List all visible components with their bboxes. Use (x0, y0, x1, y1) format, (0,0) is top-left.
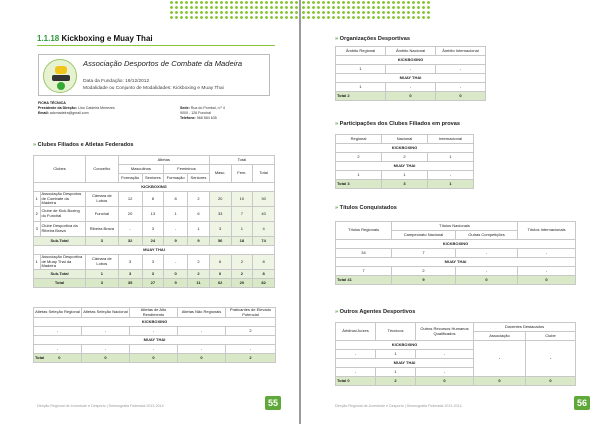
table-cell: - (416, 350, 474, 359)
total-row (336, 276, 576, 285)
table-cell: 2 (226, 354, 276, 363)
table-cell: Total 2 (336, 92, 386, 101)
data-row (336, 83, 486, 92)
header-fem: Fem. (231, 165, 253, 183)
table-cell: 3 (86, 237, 119, 246)
table-cell: - (34, 345, 82, 354)
table-cell: 2 (336, 153, 382, 162)
table-cell: 1 (188, 222, 210, 237)
modality-band-row (34, 246, 275, 255)
subtotal-row (34, 237, 275, 246)
column-header: Praticantes de Elevado Potencial (226, 308, 276, 318)
table-cell: - (82, 327, 130, 336)
table-cell: 2 (382, 153, 428, 162)
section-title-participations: » Participações dos Clubes Filiados em provas (335, 121, 460, 127)
header-campeonato-nacional: Campeonato Nacional (392, 231, 456, 240)
table-cell: - (386, 83, 436, 92)
header-masc: Masc. (209, 165, 231, 183)
association-logo-icon (43, 59, 77, 93)
table-cell: - (336, 368, 376, 377)
modality-band-row (34, 183, 275, 192)
modality-label: KICKBOXING (34, 318, 276, 327)
table-cell: Total 41 (336, 276, 392, 285)
row-number: 1 (34, 192, 41, 207)
header-tecnicos: Técnicos (376, 323, 416, 341)
modality-band-row (34, 336, 276, 345)
modality-band-row (336, 258, 576, 267)
subtotal-label: Sub-Total (34, 237, 86, 246)
header-arbitros: Árbitros/Juízes (336, 323, 376, 341)
club-row (34, 207, 275, 222)
table-cell: 62 (209, 279, 231, 288)
table-cell: - (178, 345, 226, 354)
table-cell: 6 (209, 255, 231, 270)
table-cell: 8 (253, 270, 275, 279)
table-cell: 2 (231, 270, 253, 279)
table-cell: 3 (382, 180, 428, 189)
table-cell: 8 (253, 255, 275, 270)
modality-label: MUAY THAI (336, 74, 486, 83)
modality-band-row (34, 318, 276, 327)
table-cell: 24 (142, 237, 164, 246)
data-row (336, 267, 576, 276)
docentes-associacao: - (474, 341, 526, 377)
total-row (336, 377, 576, 386)
header-femininos: Femininos (164, 165, 210, 174)
table-cell: - (178, 327, 226, 336)
table-cell: 0 (456, 276, 518, 285)
association-name: Associação Desportos de Combate da Madeira (83, 59, 243, 68)
table-cell: 9 (392, 276, 456, 285)
athletes-selection-table (33, 307, 276, 363)
column-header: Regional (336, 135, 382, 144)
modality-label: MUAY THAI (336, 359, 474, 368)
club-row (34, 192, 275, 207)
table-cell: 7 (231, 207, 253, 222)
data-row (34, 345, 276, 354)
table-cell: 3 (118, 255, 142, 270)
column-header: Âmbito Internacional (436, 47, 486, 56)
modality-band-row (336, 162, 474, 171)
table-cell: 35 (118, 279, 142, 288)
section-title-organizations: » Organizações Desportivas (335, 36, 410, 42)
column-header: Nacional (382, 135, 428, 144)
club-name: Associação Desportos de Combate da Madeira (40, 192, 86, 207)
header-docentes: Docentes Destacados (474, 323, 576, 332)
table-cell: 34 (336, 249, 392, 258)
header-tot: Total (253, 165, 275, 183)
footer-text: Direção Regional de Juventude e Desporto | Desmografia Federada 2013-2014 (37, 404, 164, 408)
column-header: Atletas Não Regionais (178, 308, 226, 318)
table-cell: 2 (376, 377, 416, 386)
title-divider (37, 45, 275, 46)
table-cell: 3 (142, 270, 164, 279)
table-cell: - (436, 65, 486, 74)
data-row (336, 249, 576, 258)
modality-band-row (336, 74, 486, 83)
club-row (34, 222, 275, 237)
column-header: Âmbito Nacional (386, 47, 436, 56)
table-cell: 11 (188, 279, 210, 288)
modality-label: KICKBOXING (336, 56, 486, 65)
table-cell: 2 (392, 267, 456, 276)
table-cell: 82 (253, 279, 275, 288)
table-cell: 20 (231, 279, 253, 288)
table-cell: - (34, 327, 82, 336)
table-cell: 7 (392, 249, 456, 258)
concelho-cell: Câmara de Lobos (86, 255, 119, 270)
table-cell: 6 (209, 270, 231, 279)
table-cell: 0 (436, 92, 486, 101)
subtotal-row (34, 270, 275, 279)
table-cell: - (456, 267, 518, 276)
table-cell: - (82, 345, 130, 354)
header-titulos-internacionais: Títulos Internacionais (518, 222, 576, 240)
table-cell: 1 (382, 171, 428, 180)
other-agents-table (335, 322, 576, 386)
modality-label: MUAY THAI (34, 246, 275, 255)
section-title-other-agents: » Outros Agentes Desportivos (335, 309, 416, 315)
data-row (336, 153, 474, 162)
table-cell: 6 (188, 207, 210, 222)
table-cell: 30 (253, 192, 275, 207)
table-cell: 20 (118, 207, 142, 222)
total-row (336, 92, 486, 101)
table-cell: 2 (231, 255, 253, 270)
table-cell: - (386, 65, 436, 74)
table-cell: 10 (231, 192, 253, 207)
table-cell: - (436, 83, 486, 92)
header-titulos-regionais: Títulos Regionais (336, 222, 392, 240)
header-concelho: Concelho (86, 156, 119, 183)
total-label: Total 0 (34, 354, 82, 363)
organizations-table (335, 46, 486, 101)
page-number: 55 (265, 396, 281, 410)
right-page (301, 0, 600, 424)
association-card (38, 54, 270, 96)
header-seniores-m: Seniores (142, 174, 164, 183)
table-cell: 33 (209, 207, 231, 222)
table-cell: Total 0 (336, 377, 376, 386)
total-value: 0 (58, 354, 61, 360)
data-row (336, 171, 474, 180)
table-cell: 2 (188, 270, 210, 279)
table-cell: 13 (142, 207, 164, 222)
docentes-clube: - (526, 341, 576, 377)
total-row (336, 180, 474, 189)
table-cell: 3 (86, 279, 119, 288)
table-cell: 2 (226, 327, 276, 336)
column-header: Atletas Seleção Nacional (82, 308, 130, 318)
concelho-cell: Câmara de Lobos (86, 192, 119, 207)
header-formacao-m: Formação (118, 174, 142, 183)
table-cell: 3 (209, 222, 231, 237)
column-header: Atletas de Alto Rendimento (130, 308, 178, 318)
table-cell: 0 (416, 377, 474, 386)
header-masculinos: Masculinos (118, 165, 164, 174)
table-cell: - (130, 345, 178, 354)
table-cell: 1 (428, 153, 474, 162)
table-cell: 1 (336, 83, 386, 92)
table-cell: 0 (386, 92, 436, 101)
table-cell: 1 (164, 207, 188, 222)
table-cell: - (118, 222, 142, 237)
modality-band-row (336, 341, 576, 350)
table-cell: 1 (336, 65, 386, 74)
titles-table (335, 221, 576, 285)
table-cell: 9 (164, 279, 188, 288)
table-cell: - (518, 249, 576, 258)
row-number: 2 (34, 207, 41, 222)
modality-label: MUAY THAI (336, 258, 576, 267)
header-outros-recursos: Outros Recursos Humanos Qualificados (416, 323, 474, 341)
club-name: Clube Desportiva da Ribeira Brava (40, 222, 86, 237)
modality-band-row (336, 144, 474, 153)
foundation-date: Data da Fundação: 19/12/2012 (83, 79, 150, 84)
modality-band-row (336, 56, 486, 65)
column-header: Âmbito Regional (336, 47, 386, 56)
modality-label: KICKBOXING (336, 240, 576, 249)
table-cell: 0 (130, 354, 178, 363)
table-cell: 4 (253, 222, 275, 237)
table-cell: - (416, 368, 474, 377)
header-formacao-f: Formação (164, 174, 188, 183)
header-seniores-f: Seniores (188, 174, 210, 183)
table-cell: 0 (526, 377, 576, 386)
table-cell: 3 (142, 255, 164, 270)
modality-label: MUAY THAI (34, 336, 276, 345)
table-cell: 1 (376, 350, 416, 359)
subtotal-label: Sub-Total (34, 270, 86, 279)
modality-band-row (336, 240, 576, 249)
participations-table (335, 134, 474, 189)
table-cell: 3 (142, 222, 164, 237)
header-titulos-nacionais: Títulos Nacionais (392, 222, 518, 231)
table-cell: 1 (336, 171, 382, 180)
table-cell: - (456, 249, 518, 258)
table-cell: 27 (142, 279, 164, 288)
header-atletas: Atletas (118, 156, 209, 165)
table-cell: 12 (118, 192, 142, 207)
modality: Modalidade ou Conjunto de Modalidades: Kickboxing e Muay Thai (83, 86, 224, 91)
table-cell: - (518, 267, 576, 276)
table-cell: 20 (209, 192, 231, 207)
total-row (34, 279, 275, 288)
table-cell: 1 (428, 180, 474, 189)
table-cell: 74 (253, 237, 275, 246)
table-cell: - (428, 171, 474, 180)
concelho-cell: Funchal (86, 207, 119, 222)
table-cell: 0 (178, 354, 226, 363)
row-number: 3 (34, 222, 41, 237)
table-cell: - (130, 327, 178, 336)
table-cell: - (336, 350, 376, 359)
table-cell: 8 (164, 192, 188, 207)
table-cell: 7 (336, 267, 392, 276)
table-cell: - (226, 345, 276, 354)
total-label: Total (34, 279, 86, 288)
section-title-clubs: » Clubes Filiados e Atletas Federados (33, 142, 134, 148)
table-cell: Total 3 (336, 180, 382, 189)
total-row (34, 354, 276, 363)
table-cell: 0 (164, 270, 188, 279)
dot-pattern-decoration (169, 0, 299, 20)
table-cell: 1 (86, 270, 119, 279)
club-row (34, 255, 275, 270)
header-associacao: Associação (474, 332, 526, 341)
page-title: 1.1.18 Kickboxing e Muay Thai (37, 34, 153, 43)
modality-label: KICKBOXING (336, 144, 474, 153)
modality-label: KICKBOXING (336, 341, 474, 350)
column-header: Atletas Seleção Regional (34, 308, 82, 318)
header-clube: Clube (526, 332, 576, 341)
modality-label: KICKBOXING (34, 183, 275, 192)
club-name: Clube de Kick-Boxing do Funchal (40, 207, 86, 222)
table-cell: 1 (231, 222, 253, 237)
technical-sheet-left: FICHA TÉCNICA Presidente da Direção: Lino Caldeira Menezes Email: adcmadeira@gmail.com (38, 101, 115, 116)
table-cell: 56 (209, 237, 231, 246)
technical-sheet-right: Sede: Rua do Pombal, n.º 4 9000 - 126 Funchal Telefone: 968 584 635 (180, 106, 225, 121)
table-cell: 9 (164, 237, 188, 246)
table-cell: 1 (376, 368, 416, 377)
concelho-cell: Ribeira Brava (86, 222, 119, 237)
modality-label: MUAY THAI (336, 162, 474, 171)
dot-pattern-decoration (301, 0, 431, 20)
data-row (34, 327, 276, 336)
table-cell: 18 (231, 237, 253, 246)
section-title-titles: » Títulos Conquistados (335, 205, 397, 211)
table-cell: 2 (188, 192, 210, 207)
table-cell: 40 (253, 207, 275, 222)
left-page (0, 0, 299, 424)
clubs-athletes-table (33, 155, 275, 288)
table-cell: 0 (82, 354, 130, 363)
table-cell: 8 (142, 192, 164, 207)
footer-text: Direção Regional de Juventude e Desporto | Desmografia Federada 2013-2014 (335, 404, 462, 408)
club-name: Associação Desportiva de Muay Thai da Madeira (40, 255, 86, 270)
header-clubes: Clubes (34, 156, 86, 183)
table-cell: - (164, 255, 188, 270)
table-cell: - (164, 222, 188, 237)
header-total: Total (209, 156, 274, 165)
column-header: Internacional (428, 135, 474, 144)
header-outras-competicoes: Outras Competições (456, 231, 518, 240)
page-number: 56 (574, 396, 590, 410)
table-cell: 3 (118, 270, 142, 279)
table-cell: 32 (118, 237, 142, 246)
table-cell: 0 (518, 276, 576, 285)
table-cell: 2 (188, 255, 210, 270)
table-cell: 0 (474, 377, 526, 386)
row-number: 1 (34, 255, 41, 270)
data-row (336, 65, 486, 74)
table-cell: 9 (188, 237, 210, 246)
